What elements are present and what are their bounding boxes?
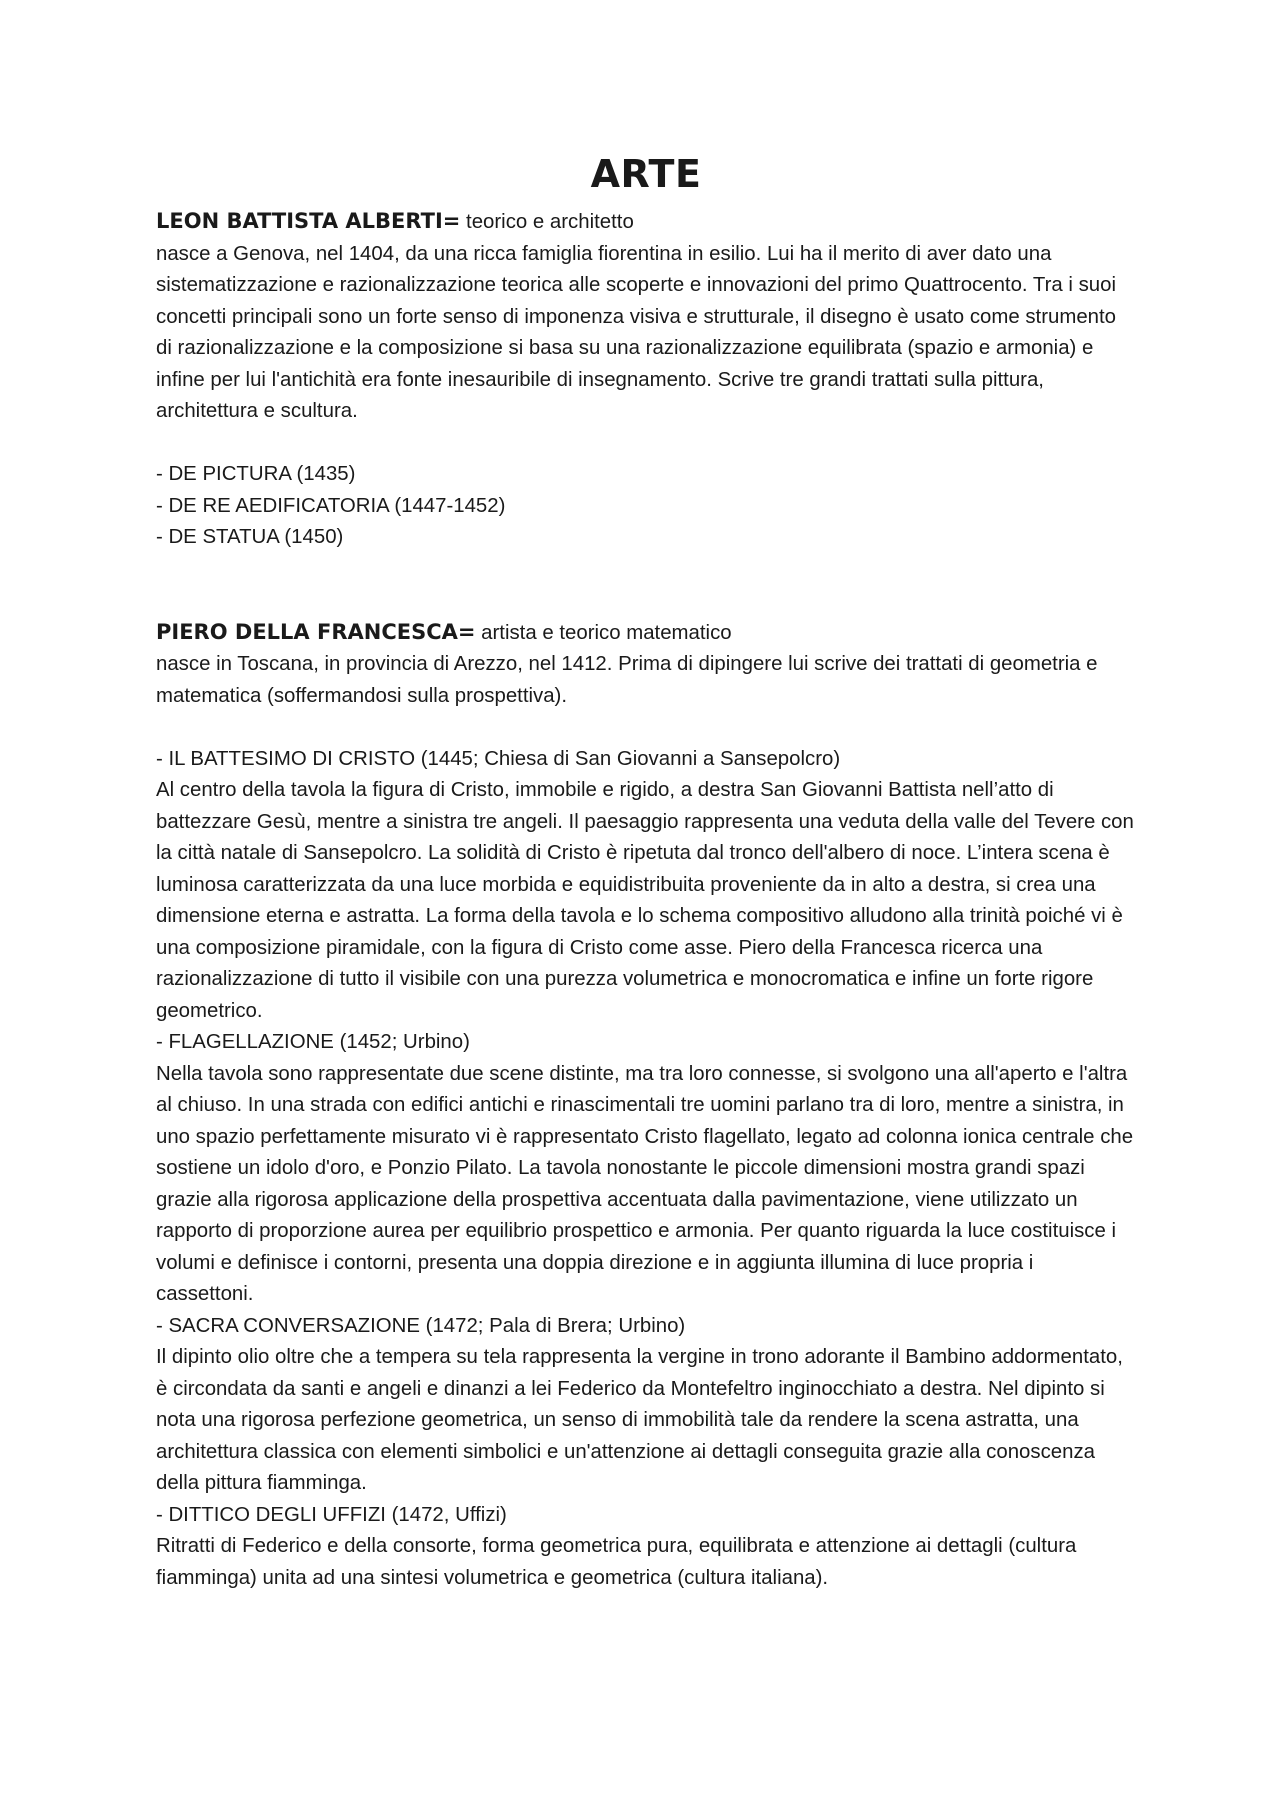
work-heading: - FLAGELLAZIONE (1452; Urbino) bbox=[156, 1031, 470, 1053]
work-description: Nella tavola sono rappresentate due scene distinte, ma tra loro connesse, si svolgono una all'aperto e l'altra al chiuso. In una strada con edifici antichi e rinascimentali tre uomini parlano tra di loro, mentre a sinistra, in uno spazio perfettamente misurato vi è rappresentato Cristo flagellato, legato ad colonna ionica centrale che sostiene un idolo d'oro, e Ponzio Pilato. La tavola nonostante le piccole dimensioni mostra grandi spazi grazie alla rigorosa applicazione della prospettiva accentuata dalla pavimentazione, viene utilizzato un rapporto di proporzione aurea per equilibrio prospettico e armonia. Per quanto riguarda la luce costituisce i volumi e definisce i contorni, presenta una doppia direzione e in aggiunta illumina di luce propria i cassettoni. bbox=[156, 1062, 1134, 1305]
list-item: - DE RE AEDIFICATORIA (1447-1452) bbox=[156, 494, 506, 517]
work-description: Ritratti di Federico e della consorte, forma geometrica pura, equilibrata e attenzione ai dettagli (cultura fiamminga) unita ad una sintesi volumetrica e geometrica (cultura italiana). bbox=[156, 1535, 1077, 1589]
section-role: teorico e architetto bbox=[460, 211, 634, 233]
alberti-works-list bbox=[156, 459, 1136, 554]
blank-line bbox=[156, 712, 1136, 744]
section-heading-piero bbox=[156, 617, 1136, 650]
section-name: LEON BATTISTA ALBERTI= bbox=[156, 209, 461, 233]
section-role: artista e teorico matematico bbox=[475, 621, 732, 644]
paragraph-piero-bio: nasce in Toscana, in provincia di Arezzo, nel 1412. Prima di dipingere lui scrive dei trattati di geometria e matematica (soffermandosi sulla prospettiva). bbox=[156, 653, 1098, 707]
work-description: Al centro della tavola la figura di Cristo, immobile e rigido, a destra San Giovanni Battista nell’atto di battezzare Gesù, mentre a sinistra tre angeli. Il paesaggio rappresenta una veduta della valle del Tevere con la città natale di Sansepolcro. La solidità di Cristo è ripetuta dal tronco dell'albero di noce. L’intera scena è luminosa caratterizzata da una luce morbida e equidistribuita proveniente da in alto a destra, si crea una dimensione eterna e astratta. La forma della tavola e lo schema compositivo alludono alla trinità poiché vi è una composizione piramidale, con la figura di Cristo come asse. Piero della Francesca ricerca una razionalizzazione di tutto il visibile con una purezza volumetrica e monocromatica e infine un forte rigore geometrico. bbox=[156, 779, 1134, 1022]
work-description: Il dipinto olio oltre che a tempera su tela rappresenta la vergine in trono adorante il Bambino addormentato, è circondata da santi e angeli e dinanzi a lei Federico da Montefeltro inginocchiato a destra. Nel dipinto si nota una rigorosa perfezione geometrica, un senso di immobilità tale da rendere la scena astratta, una architettura classica con elementi simbolici e un'attenzione ai dettagli conseguita grazie alla conoscenza della pittura fiamminga. bbox=[156, 1346, 1123, 1494]
section-heading-alberti bbox=[156, 206, 1136, 239]
section-name: PIERO DELLA FRANCESCA= bbox=[156, 619, 476, 644]
document-title: ARTE bbox=[590, 152, 702, 196]
list-item: - DE PICTURA (1435) bbox=[156, 463, 356, 485]
document-page bbox=[156, 150, 1136, 1594]
paragraph-alberti-bio: nasce a Genova, nel 1404, da una ricca famiglia fiorentina in esilio. Lui ha il merito di aver dato una sistematizzazione e razionalizzazione teorica alle scoperte e innovazioni del primo Quattrocento. Tra i suoi concetti principali sono un forte senso di imponenza visiva e strutturale, il disegno è usato come strumento di razionalizzazione e la composizione si basa su una razionalizzazione equilibrata (spazio e armonia) e infine per lui l'antichità era fonte inesauribile di insegnamento. Scrive tre grandi trattati sulla pittura, architettura e scultura. bbox=[156, 242, 1117, 422]
list-item: - DE STATUA (1450) bbox=[156, 526, 344, 548]
blank-line bbox=[156, 554, 1136, 617]
work-heading: - SACRA CONVERSAZIONE (1472; Pala di Brera; Urbino) bbox=[156, 1314, 686, 1337]
blank-line bbox=[156, 428, 1136, 460]
work-heading: - IL BATTESIMO DI CRISTO (1445; Chiesa di San Giovanni a Sansepolcro) bbox=[156, 747, 841, 770]
work-heading: - DITTICO DEGLI UFFIZI (1472, Uffizi) bbox=[156, 1503, 507, 1526]
